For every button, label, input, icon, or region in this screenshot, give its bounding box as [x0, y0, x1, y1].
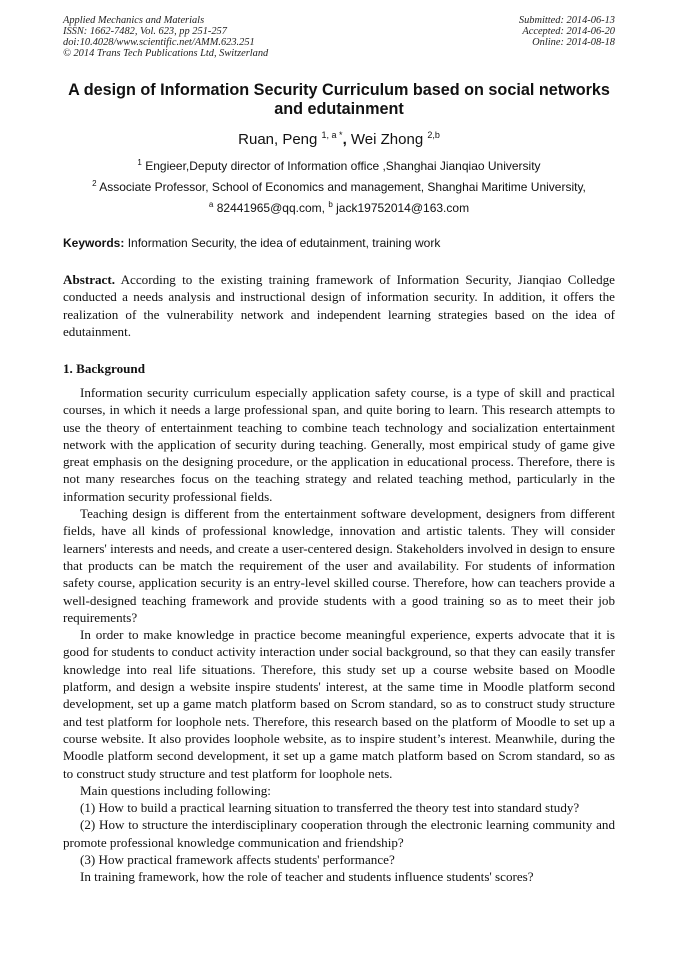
section-body-background [63, 384, 615, 886]
accepted-date: Accepted: 2014-06-20 [522, 26, 615, 37]
paragraph: Teaching design is different from the entertainment software development, designers from different fields, have all kinds of professional knowledge, innovation and artistic talents. They will consider learners' interests and needs, and create a user-centered design. Stakeholders involved in design to ensure that products can be match the requirement of the user and availability. For students of information safety course, application security is an entry-level skilled course. Therefore, how can teachers provide a well-designed teaching framework and provide students with a good training so as to meet their job requirements? [63, 506, 615, 625]
affiliation-1-marker: 1 [137, 158, 142, 167]
online-date: Online: 2014-08-18 [532, 37, 615, 48]
journal-name: Applied Mechanics and Materials [63, 15, 205, 26]
paragraph: Main questions including following: [80, 782, 271, 798]
paragraph: In training framework, how the role of teacher and students influence students' scores? [80, 869, 534, 885]
abstract [63, 271, 615, 340]
email-b[interactable]: jack19752014@163.com [336, 201, 470, 215]
author-1-name: Ruan, Peng [238, 131, 318, 148]
copyright: © 2014 Trans Tech Publications Ltd, Switzerland [63, 48, 269, 59]
abstract-label: Abstract. [63, 272, 115, 287]
affiliation-2-marker: 2 [92, 179, 97, 188]
keywords-text: Information Security, the idea of edutainment, training work [127, 236, 441, 250]
author-separator: , [342, 131, 347, 148]
author-2-affiliation-marker: 2,b [427, 130, 440, 140]
affiliation-2-text: Associate Professor, School of Economics and management, Shanghai Maritime University, [99, 180, 586, 194]
question-2: (2) How to structure the interdisciplinary cooperation through the electronic learning community and promote professional knowledge communication and friendship? [63, 817, 615, 850]
doi: doi:10.4028/www.scientific.net/AMM.623.251 [63, 37, 255, 48]
paragraph: Information security curriculum especially application safety course, is a type of skill and practical courses, in which it needs a large professional span, and quite boring to learn. This research attempts to use the theory of entertainment teaching to combine teach technology and socialization entertainment network with the application of security during teaching. Generally, most empirical study of game give great emphasis on the designing procedure, or the application in educational process. Therefore, there is not many researches focus on the teaching strategy and related teaching method, particularly in the information security professional fields. [63, 385, 615, 504]
paper-title [55, 81, 623, 119]
author-list [0, 131, 678, 149]
submitted-date: Submitted: 2014-06-13 [518, 15, 615, 26]
section-heading-background: 1. Background [63, 361, 145, 376]
email-b-marker: b [328, 200, 333, 209]
issn-volume: ISSN: 1662-7482, Vol. 623, pp 251-257 [63, 26, 227, 37]
keywords-label: Keywords: [63, 236, 125, 250]
author-1-affiliation-marker: 1, a * [321, 130, 343, 140]
email-a[interactable]: 82441965@qq.com, [216, 201, 325, 215]
affiliation-1-text: Engieer,Deputy director of Information office ,Shanghai Jianqiao University [145, 159, 541, 173]
journal-info [63, 15, 268, 59]
abstract-text: According to the existing training framework of Information Security, Jianqiao Colledge conducted a needs analysis and instructional design of information security. In addition, it offers the realization of the vulnerability network and independent learning strategies based on the idea of edutainment. [63, 272, 615, 339]
affiliation-2 [0, 180, 678, 194]
author-emails [0, 201, 678, 215]
affiliation-1 [0, 159, 678, 173]
email-a-marker: a [208, 200, 214, 209]
question-3: (3) How practical framework affects students' performance? [80, 852, 395, 868]
publication-dates [519, 15, 615, 48]
title-line-2: and edutainment [274, 100, 404, 118]
keywords [63, 236, 440, 250]
title-line-1: A design of Information Security Curriculum based on social networks [68, 81, 610, 99]
paragraph: In order to make knowledge in practice become meaningful experience, experts advocate that it is good for students to conduct activity interaction under social background, so that they can easily transfer knowledge into real life situations. Therefore, this study set up a course website based on Moodle platform, and design a website inspire students' interest, at the same time in Moodle platform second development, set up a game match platform based on Scrom standard, so as to construct study structure and test platform for loophole nets. Therefore, this research based on the platform of Moodle to set up a course website. It also provides loophole website, as to inspire student’s interest. Meanwhile, during the Moodle platform second development, it set up a game match platform based on Scrom standard, so as to construct study structure and test platform for loophole nets. [63, 627, 615, 781]
question-1: (1) How to build a practical learning situation to transferred the theory test into standard study? [80, 800, 580, 816]
author-2-name: Wei Zhong [350, 131, 424, 148]
